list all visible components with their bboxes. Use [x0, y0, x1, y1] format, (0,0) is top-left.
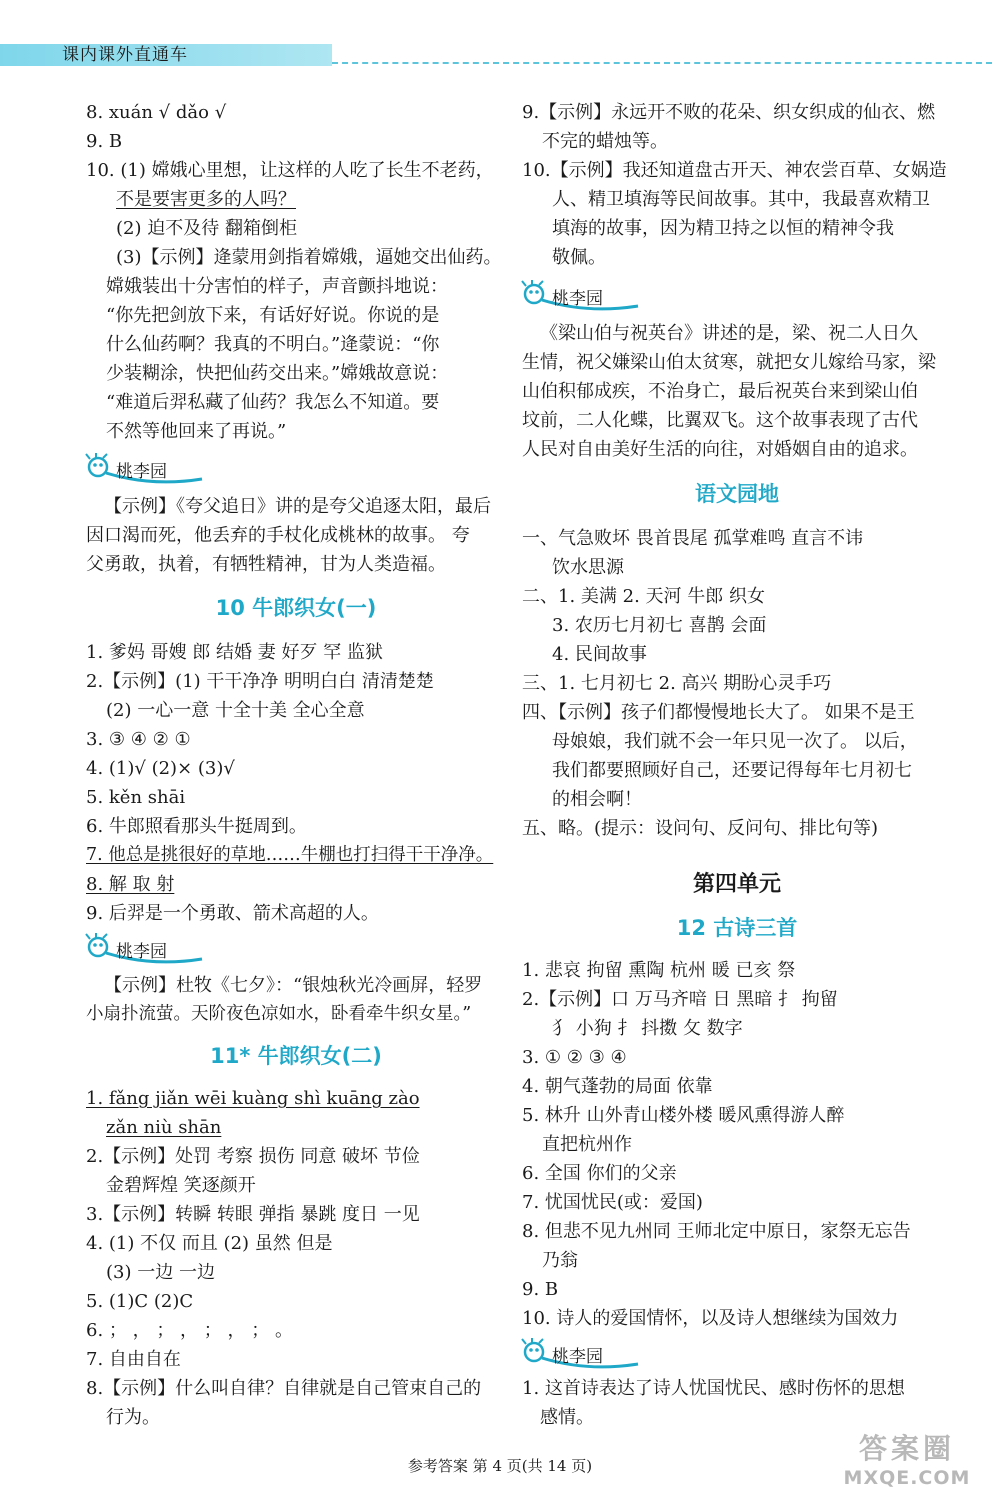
unit-title: 第四单元 [692, 871, 781, 897]
answer-line: 10.【示例】我还知道盘古开天、神农尝百草、女娲造 [522, 160, 947, 181]
s11-answer-1b: zǎn niù shān [106, 1117, 222, 1138]
answer-10-3-line: 少装糊涂，快把仙药交出来。”嫦娥故意说： [106, 363, 449, 384]
page-footer: 参考答案 第 4 页(共 14 页) [407, 1457, 593, 1475]
header-divider [332, 62, 992, 64]
answer-10-3-line: 什么仙药啊？我真的不明白。”逄蒙说：“你 [106, 334, 440, 355]
answer-10-3-line: “难道后羿私藏了仙药？我怎么不知道。要 [106, 392, 440, 413]
answer-10-1b: 不是要害更多的人吗？ [116, 189, 296, 210]
answer-line: 人、精卫填海等民间故事。其中，我最喜欢精卫 [552, 189, 930, 210]
header-title: 课内课外直通车 [62, 45, 188, 65]
ywyd-line: 四、【示例】孩子们都慢慢地长大了。 如果不是王 [522, 702, 915, 723]
s12-line: 6. 全国 你们的父亲 [522, 1163, 677, 1184]
s11-line: 行为。 [106, 1407, 160, 1428]
s11-line: 5. (1)C (2)C [86, 1291, 194, 1312]
answer-10-1a: 10. (1) 嫦娥心里想，让这样的人吃了长生不老药， [86, 160, 494, 181]
s12-line: 犭 小狗 扌 抖擞 攵 数字 [552, 1018, 743, 1039]
s11-line: 6. ； ， ； ， ； ， ； 。 [86, 1320, 293, 1341]
answer-line: 填海的故事，因为精卫持之以恒的精神令我 [552, 218, 894, 239]
taoliyuan-text: 坟前，二人化蝶，比翼双飞。这个故事表现了古代 [522, 410, 918, 431]
taoliyuan-text: 《梁山伯与祝英台》讲述的是，梁、祝二人日久 [540, 323, 918, 344]
s12-line: 1. 悲哀 拘留 熏陶 杭州 暖 已亥 祭 [522, 960, 796, 981]
s10-line: 6. 牛郎照看那头牛挺周到。 [86, 816, 307, 837]
ywyd-line: 4. 民间故事 [552, 644, 647, 665]
answer-8: 8. xuán √ dǎo √ [86, 102, 227, 123]
answer-line: 9.【示例】永远开不败的花朵、织女织成的仙衣、燃 [522, 102, 936, 123]
s11-line: (3) 一边 一边 [106, 1262, 215, 1283]
taoliyuan-label: 桃李园 [82, 933, 212, 969]
taoliyuan-label: 桃李园 [82, 453, 212, 489]
s12-line: 2.【示例】口 万马齐喑 日 黑暗 扌 拘留 [522, 989, 838, 1010]
taoliyuan-text: 【示例】杜牧《七夕》：“银烛秋光冷画屏，轻罗 [104, 975, 483, 996]
taoliyuan-text: 【示例】《夸父追日》讲的是夸父追逐太阳，最后 [104, 496, 491, 517]
taoliyuan-text: 生情，祝父嫌梁山伯太贫寒，就把女儿嫁给马家，梁 [522, 352, 936, 373]
s10-answer-8: 8. 解 取 射 [86, 874, 175, 895]
ywyd-line: 我们都要照顾好自己，还要记得每年七月初七 [552, 760, 912, 781]
section-title-12: 12 古诗三首 [676, 916, 798, 940]
answer-line: 敬佩。 [552, 247, 606, 268]
s12-line: 5. 林升 山外青山楼外楼 暖风熏得游人醉 [522, 1105, 845, 1126]
section-title-yuwenyuandi: 语文园地 [695, 482, 779, 506]
s12-line: 10. 诗人的爱国情怀，以及诗人想继续为国效力 [522, 1308, 899, 1329]
ywyd-line: 二、1. 美满 2. 天河 牛郎 织女 [522, 586, 765, 607]
s11-line: 2.【示例】处罚 考察 损伤 同意 破坏 节俭 [86, 1146, 420, 1167]
s12-line: 乃翁 [542, 1250, 578, 1271]
ywyd-line: 的相会啊！ [552, 789, 642, 810]
taoliyuan-text: 1. 这首诗表达了诗人忧国忧民、感时伤怀的思想 [522, 1378, 905, 1399]
s12-line: 4. 朝气蓬勃的局面 依靠 [522, 1076, 713, 1097]
s10-line: 3. ③ ④ ② ① [86, 729, 191, 750]
answer-10-3-line: 嫦娥装出十分害怕的样子，声音颤抖地说： [106, 276, 448, 297]
ywyd-line: 五、略。(提示：设问句、反问句、排比句等) [522, 818, 879, 839]
answer-9: 9. B [86, 131, 123, 152]
s11-line: 8.【示例】什么叫自律？自律就是自己管束自己的 [86, 1378, 482, 1399]
s12-line: 3. ① ② ③ ④ [522, 1047, 627, 1068]
answer-10-3-line: (3)【示例】逄蒙用剑指着嫦娥，逼她交出仙药。 [116, 247, 502, 268]
s10-line: 2.【示例】(1) 干干净净 明明白白 清清楚楚 [86, 671, 434, 692]
taoliyuan-text: 因口渴而死，他丢弃的手杖化成桃林的故事。 夸 [86, 525, 470, 546]
taoliyuan-text: 父勇敢，执着，有牺牲精神，甘为人类造福。 [86, 554, 446, 575]
section-title-10: 10 牛郎织女(一) [215, 596, 377, 620]
s12-line: 8. 但悲不见九州同 王师北定中原日，家祭无忘告 [522, 1221, 911, 1242]
taoliyuan-text: 小扇扑流萤。天阶夜色凉如水，卧看牵牛织女星。” [86, 1004, 472, 1024]
answer-line: 不完的蜡烛等。 [542, 131, 668, 152]
taoliyuan-text: 感情。 [540, 1407, 594, 1428]
taoliyuan-label: 桃李园 [518, 280, 648, 316]
ywyd-line: 3. 农历七月初七 喜鹊 会面 [552, 615, 767, 636]
s12-line: 直把杭州作 [542, 1134, 632, 1155]
s11-line: 3.【示例】转瞬 转眼 弹指 暴跳 度日 一见 [86, 1204, 420, 1225]
taoliyuan-text: 人民对自由美好生活的向往，对婚姻自由的追求。 [522, 439, 918, 460]
section-title-11: 11* 牛郎织女(二) [210, 1044, 382, 1068]
s11-line: 7. 自由自在 [86, 1349, 181, 1370]
answer-10-3-line: 不然等他回来了再说。” [106, 421, 287, 442]
s10-line: 5. kěn shāi [86, 787, 186, 808]
s12-line: 9. B [522, 1279, 559, 1300]
s12-line: 7. 忧国忧民(或：爱国) [522, 1192, 703, 1213]
answer-10-2: (2) 迫不及待 翻箱倒柜 [116, 218, 297, 239]
ywyd-line: 三、1. 七月初七 2. 高兴 期盼心灵手巧 [522, 673, 832, 694]
s10-answer-9: 9. 后羿是一个勇敢、箭术高超的人。 [86, 903, 379, 924]
taoliyuan-label: 桃李园 [518, 1338, 648, 1374]
s10-line: 4. (1)√ (2)× (3)√ [86, 758, 235, 779]
s10-line: 1. 爹妈 哥嫂 郎 结婚 妻 好歹 罕 监狱 [86, 642, 383, 663]
s10-answer-7: 7. 他总是挑很好的草地……牛棚也打扫得干干净净。 [86, 845, 494, 865]
s11-line: 金碧辉煌 笑逐颜开 [106, 1175, 256, 1196]
ywyd-line: 饮水思源 [552, 557, 624, 578]
ywyd-line: 一、气急败坏 畏首畏尾 孤掌难鸣 直言不讳 [522, 528, 864, 549]
s11-answer-1a: 1. fǎng jiǎn wēi kuàng shì kuāng zào [86, 1088, 420, 1109]
s11-line: 4. (1) 不仅 而且 (2) 虽然 但是 [86, 1233, 333, 1254]
watermark-logo: 答案圈 MXQE.COM [843, 1432, 971, 1489]
taoliyuan-text: 山伯积郁成疾，不治身亡，最后祝英台来到梁山伯 [522, 381, 918, 402]
s10-line: (2) 一心一意 十全十美 全心全意 [106, 700, 365, 721]
ywyd-line: 母娘娘，我们就不会一年只见一次了。 以后， [552, 731, 918, 752]
answer-10-3-line: “你先把剑放下来，有话好好说。你说的是 [106, 305, 440, 326]
